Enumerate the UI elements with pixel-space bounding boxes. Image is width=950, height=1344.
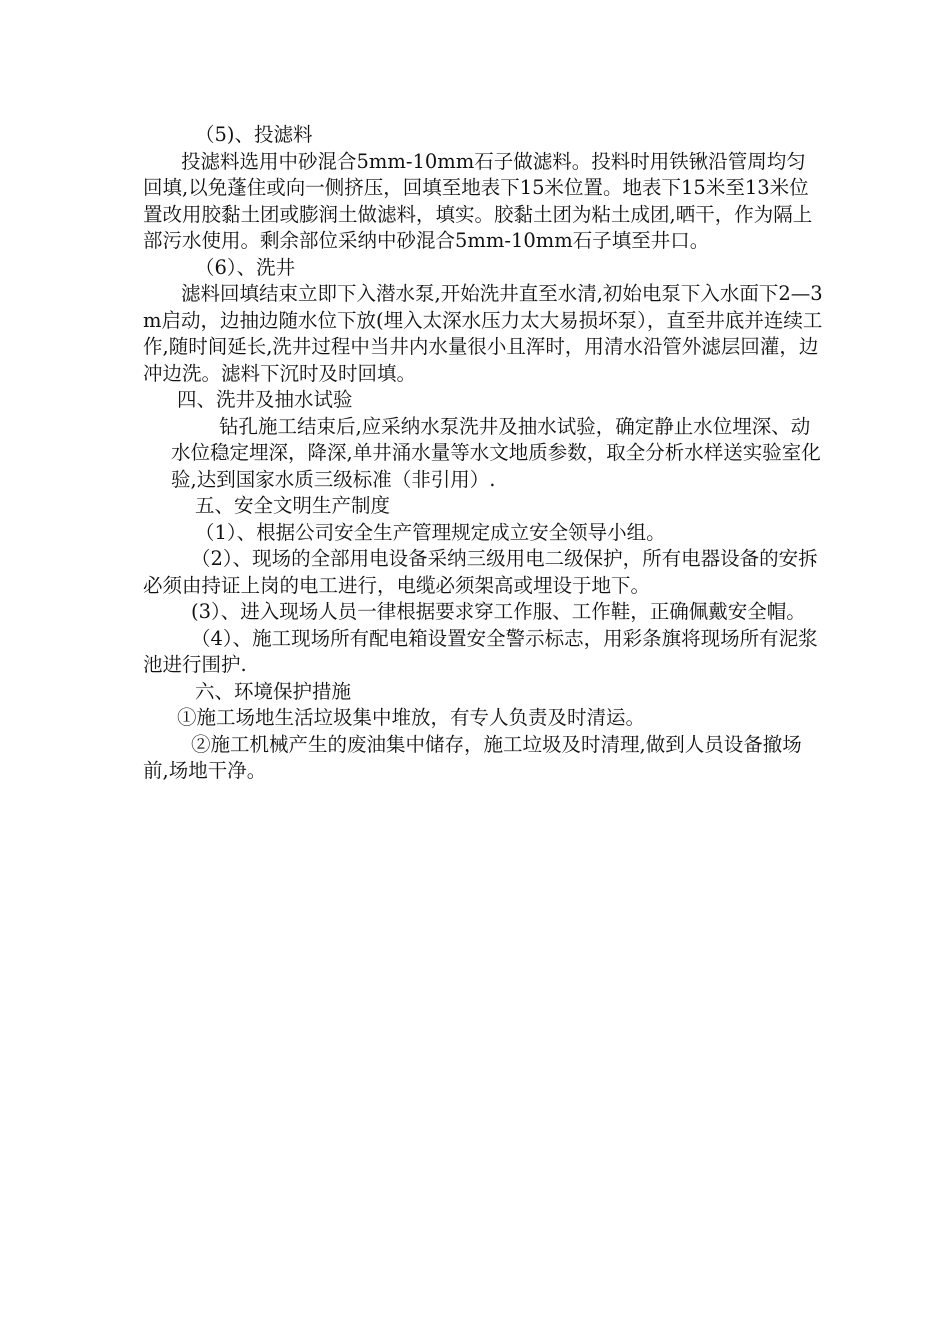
paragraph-safety-2: （2）、现场的全部用电设备采纳三级用电二级保护，所有电器设备的安拆必须由持证上岗的电工进行，电缆必须架高或埋设于地下。 [143, 547, 818, 597]
document-body [143, 122, 823, 785]
paragraph-safety-1: （1）、根据公司安全生产管理规定成立安全领导小组。 [195, 520, 666, 544]
paragraph-environment-1: ①施工场地生活垃圾集中堆放，有专人负责及时清运。 [177, 706, 646, 729]
section-heading-pumping-test: 四、洗井及抽水试验 [177, 388, 353, 411]
section-heading-well-washing: （6）、洗井 [195, 255, 296, 279]
paragraph-safety-4: （4）、施工现场所有配电箱设置安全警示标志，用彩条旗将现场所有泥浆池进行围护. [143, 626, 818, 676]
section-heading-environment: 六、环境保护措施 [195, 679, 352, 703]
paragraph-safety-3: (3）、进入现场人员一律根据要求穿工作服、工作鞋，正确佩戴安全帽。 [191, 600, 806, 623]
paragraph-environment-2: ②施工机械产生的废油集中储存，施工垃圾及时清理,做到人员设备撤场前,场地干净。 [143, 732, 802, 782]
section-heading-safety: 五、安全文明生产制度 [195, 494, 391, 517]
paragraph-pumping-test: 钻孔施工结束后,应采纳水泵洗井及抽水试验，确定静止水位埋深、动水位稳定埋深，降深,单井涌水量等水文地质参数，取全分析水样送实验室化验,达到国家水质三级标准（非引用）. [171, 414, 821, 491]
section-heading-filter-material: （5)、投滤料 [195, 123, 313, 146]
paragraph-filter-material: 投滤料选用中砂混合5mm-10mm石子做滤料。投料时用铁锹沿管周均匀回填,以免蓬住或向一侧挤压，回填至地表下15米位置。地表下15米至13米位置改用胶黏土团或膨润土做滤料，填实。胶黏土团为粘土成团,晒干，作为隔上部污水使用。剩余部位采纳中砂混合5mm-10mm石子填至井口。 [143, 149, 813, 252]
paragraph-well-washing: 滤料回填结束立即下入潜水泵,开始洗井直至水清,初始电泵下入水面下2—3m启动，边抽边随水位下放(埋入太深水压力太大易损坏泵），直至井底并连续工作,随时间延长,洗井过程中当井内水量很小且浑时，用清水沿管外滤层回灌，边冲边洗。滤料下沉时及时回填。 [143, 282, 823, 385]
